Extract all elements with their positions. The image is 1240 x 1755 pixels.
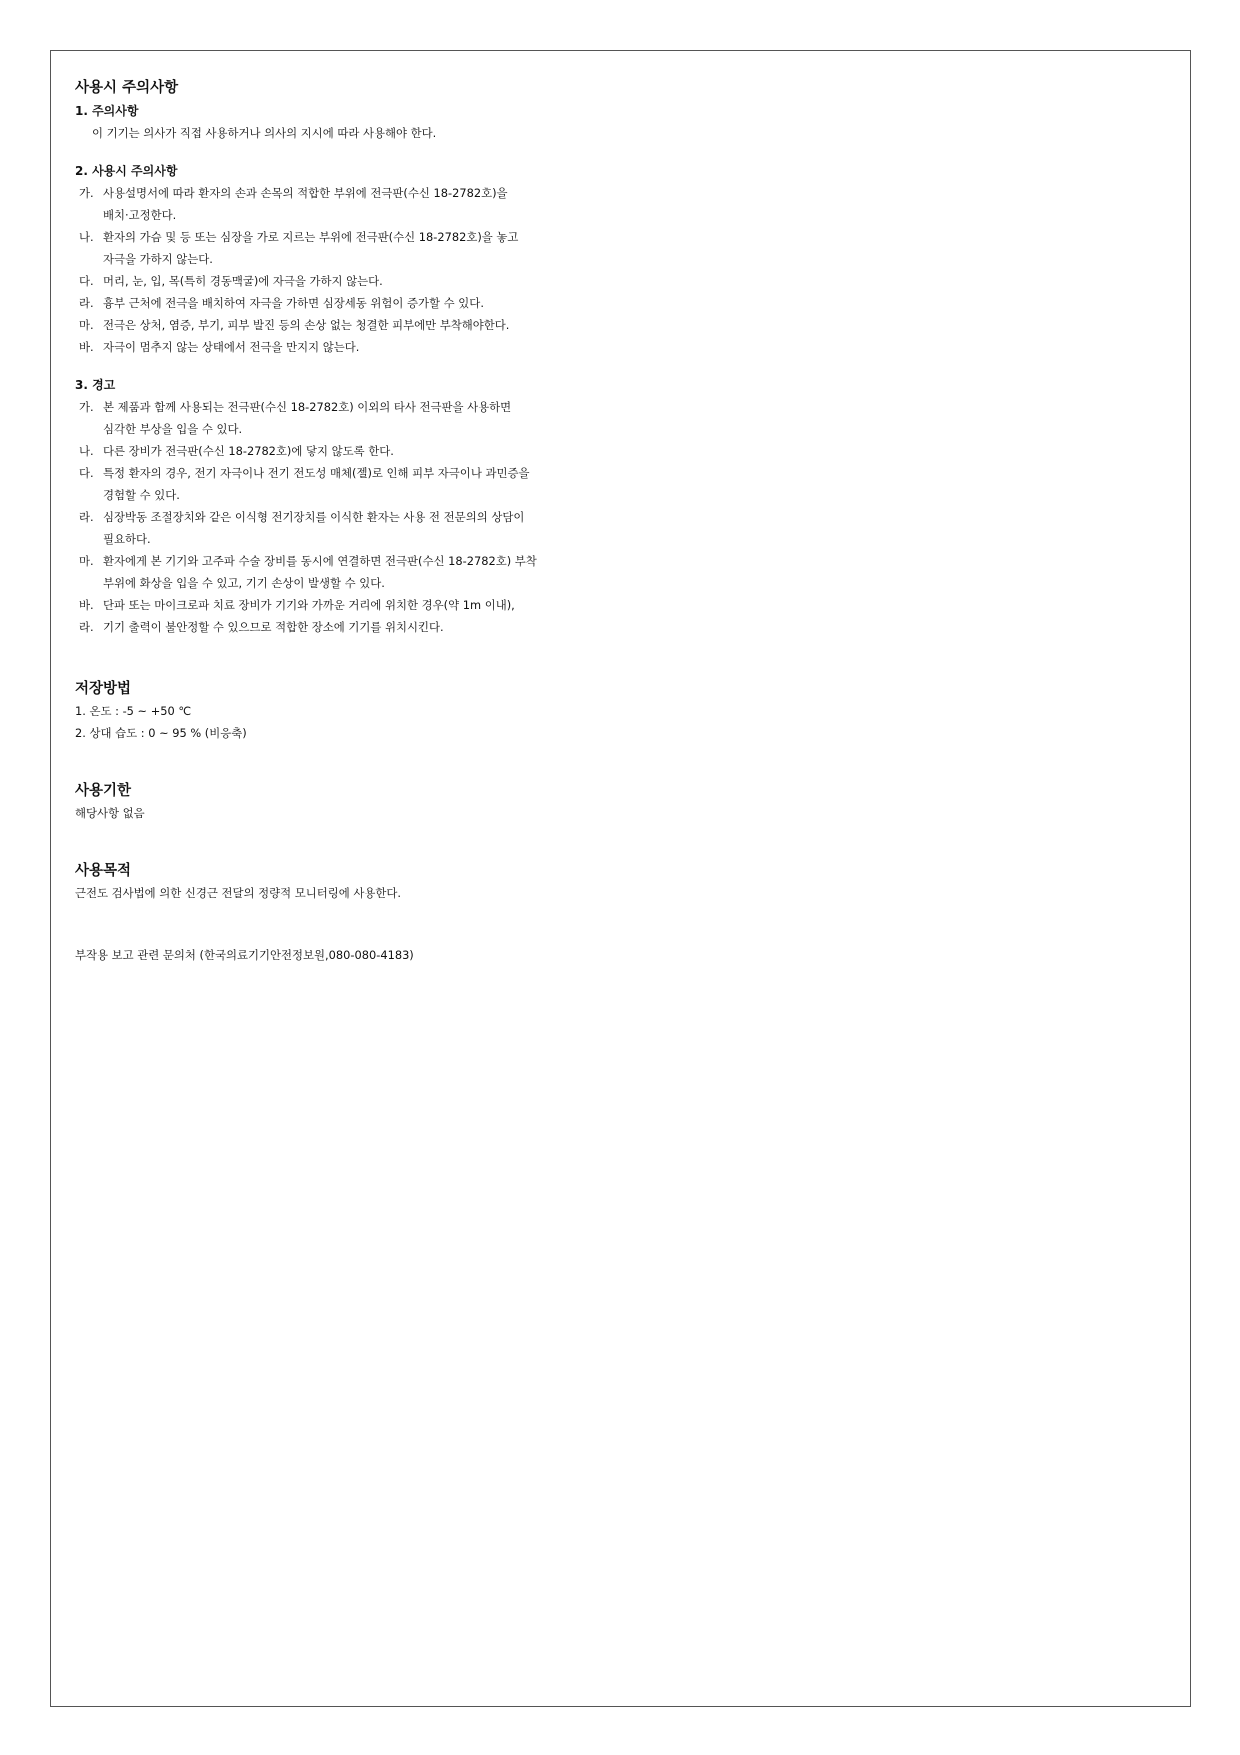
- list-item: 마. 환자에게 본 기기와 고주파 수술 장비를 동시에 연결하면 전극판(수신 18-2782호) 부착: [79, 554, 537, 568]
- list-item: 라. 심장박동 조절장치와 같은 이식형 전기장치를 이식한 환자는 사용 전 전문의의 상담이: [79, 510, 525, 524]
- section-1-title: 1. 주의사항: [75, 104, 139, 118]
- list-item: 라. 흉부 근처에 전극을 배치하여 자극을 가하면 심장세동 위험이 증가할 수 있다.: [79, 296, 484, 310]
- precautions-title: 사용시 주의사항: [75, 80, 179, 96]
- list-item: 바. 자극이 멈추지 않는 상태에서 전극을 만지지 않는다.: [79, 340, 360, 354]
- section-2-list: [75, 182, 1165, 358]
- list-item: 나. 환자의 가슴 및 등 또는 심장을 가로 지르는 부위에 전극판(수신 18-2782호)을 놓고: [79, 230, 519, 244]
- document-body: [75, 77, 1165, 966]
- section-2-title: 2. 사용시 주의사항: [75, 164, 178, 178]
- list-item: 가. 사용설명서에 따라 환자의 손과 손목의 적합한 부위에 전극판(수신 18-2782호)을: [79, 186, 508, 200]
- list-item-continuation: 자극을 가하지 않는다.: [103, 252, 213, 266]
- storage-title: 저장방법: [75, 681, 132, 697]
- purpose-text: 근전도 검사법에 의한 신경근 전달의 정량적 모니터링에 사용한다.: [75, 886, 402, 900]
- list-item-continuation: 심각한 부상을 입을 수 있다.: [103, 422, 243, 436]
- purpose-title: 사용목적: [75, 863, 132, 879]
- list-item-continuation: 필요하다.: [103, 532, 151, 546]
- list-item: 바. 단파 또는 마이크로파 치료 장비가 기기와 가까운 거리에 위치한 경우(약 1m 이내),: [79, 598, 515, 612]
- list-item-continuation: 부위에 화상을 입을 수 있고, 기기 손상이 발생할 수 있다.: [103, 576, 385, 590]
- list-item-continuation: 경험할 수 있다.: [103, 488, 180, 502]
- section-1-text: 이 기기는 의사가 직접 사용하거나 의사의 지시에 따라 사용해야 한다.: [92, 126, 437, 140]
- expiry-text: 해당사항 없음: [75, 806, 145, 820]
- list-item: 마. 전극은 상처, 염증, 부기, 피부 발진 등의 손상 없는 청결한 피부에만 부착해야한다.: [79, 318, 510, 332]
- list-item: 라. 기기 출력이 불안정할 수 있으므로 적합한 장소에 기기를 위치시킨다.: [79, 620, 444, 634]
- adverse-report-contact: 부작용 보고 관련 문의처 (한국의료기기안전정보원,080-080-4183): [75, 948, 414, 962]
- list-item-continuation: 배치·고정한다.: [103, 208, 177, 222]
- section-3-title: 3. 경고: [75, 378, 116, 392]
- storage-temperature: 1. 온도 : -5 ~ +50 ℃: [75, 704, 192, 718]
- list-item: 가. 본 제품과 함께 사용되는 전극판(수신 18-2782호) 이외의 타사 전극판을 사용하면: [79, 400, 512, 414]
- list-item: 다. 머리, 눈, 입, 목(특히 경동맥굴)에 자극을 가하지 않는다.: [79, 274, 383, 288]
- list-item: 다. 특정 환자의 경우, 전기 자극이나 전기 전도성 매체(젤)로 인해 피부 자극이나 과민증을: [79, 466, 530, 480]
- expiry-title: 사용기한: [75, 783, 132, 799]
- section-3-list: [75, 396, 1165, 638]
- storage-humidity: 2. 상대 습도 : 0 ~ 95 % (비응축): [75, 726, 247, 740]
- list-item: 나. 다른 장비가 전극판(수신 18-2782호)에 닿지 않도록 한다.: [79, 444, 394, 458]
